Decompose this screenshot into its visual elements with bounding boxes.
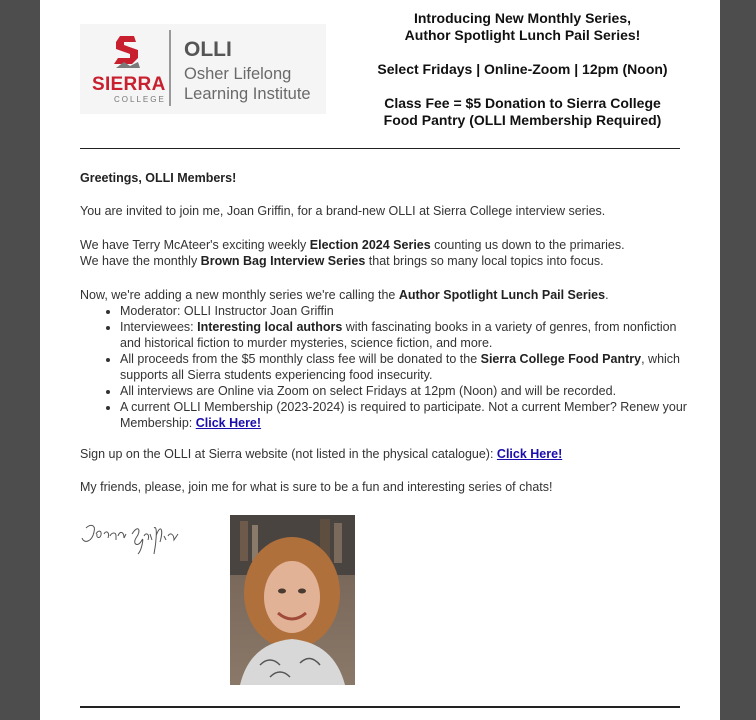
series-header <box>350 10 695 129</box>
logo-divider <box>169 30 171 106</box>
list-item: • Moderator: OLLI Instructor Joan Griffin <box>120 303 690 319</box>
bottom-divider <box>80 706 680 708</box>
renew-membership-link[interactable]: Click Here! <box>195 416 262 430</box>
sierra-s-mark-icon <box>112 32 142 70</box>
header-fee-line1: Class Fee = $5 Donation to Sierra College <box>384 95 661 111</box>
header-schedule: Select Fridays | Online-Zoom | 12pm (Noon) <box>377 61 668 77</box>
email-page <box>40 0 720 720</box>
olli-wordmark: OLLI <box>184 38 232 61</box>
sierra-olli-logo <box>80 24 326 114</box>
portrait-icon <box>230 515 355 685</box>
new-series-paragraph: Now, we're adding a new monthly series we're calling the Author Spotlight Lunch Pail Series. • Moderator: OLLI Instructor Joan Griffin • Interviewees: Interesting local authors with fascinating books in a variety of genres, from nonfiction and historical fiction to murder mysteries, science fiction, and more. • All proceeds from the $5 monthly class fee will be donated to the Sierra College Food Pantry, which supports all Sierra students experiencing food insecurity. • All interviews are Online via Zoom on select Fridays at 12pm (Noon) and will be recorded. • A current OLLI Membership (2023-2024) is required to participate. Not a current Member? Renew your Membership: Click Here! <box>80 287 690 431</box>
list-item: • All interviews are Online via Zoom on select Fridays at 12pm (Noon) and will be recorded. <box>120 383 690 399</box>
list-item: • A current OLLI Membership (2023-2024) is required to participate. Not a current Member? Renew your Membership: Click Here! <box>120 399 690 431</box>
sierra-wordmark: SIERRA <box>92 74 166 95</box>
header-fee-line2: Food Pantry (OLLI Membership Required) <box>383 112 662 128</box>
series-paragraph: We have Terry McAteer's exciting weekly Election 2024 Series counting us down to the primaries. We have the monthly Brown Bag Interview Series that brings so many local topics into focus. <box>80 238 625 268</box>
closing-paragraph: My friends, please, join me for what is sure to be a fun and interesting series of chats! <box>80 480 553 494</box>
list-item: • All proceeds from the $5 monthly class fee will be donated to the Sierra College Food Pantry, which supports all Sierra students experiencing food insecurity. <box>120 351 690 383</box>
header-line1: Introducing New Monthly Series, <box>413 10 632 26</box>
olli-name-line2: Learning Institute <box>184 85 311 103</box>
greeting: Greetings, OLLI Members! <box>80 171 237 185</box>
olli-name-line1: Osher Lifelong <box>184 65 292 83</box>
series-details-list <box>80 303 690 431</box>
header-line2: Author Spotlight Lunch Pail Series! <box>404 27 641 43</box>
intro-paragraph: You are invited to join me, Joan Griffin, for a brand-new OLLI at Sierra College interview series. <box>80 204 606 218</box>
list-item: • Interviewees: Interesting local authors with fascinating books in a variety of genres, from nonfiction and historical fiction to murder mysteries, science fiction, and more. <box>120 319 690 351</box>
top-divider <box>80 148 680 149</box>
signup-paragraph: Sign up on the OLLI at Sierra website (not listed in the physical catalogue): Click Here! <box>80 447 563 461</box>
college-wordmark: COLLEGE <box>114 95 166 104</box>
signature-image <box>80 514 190 558</box>
signup-link[interactable]: Click Here! <box>496 447 563 461</box>
author-photo <box>230 515 355 685</box>
